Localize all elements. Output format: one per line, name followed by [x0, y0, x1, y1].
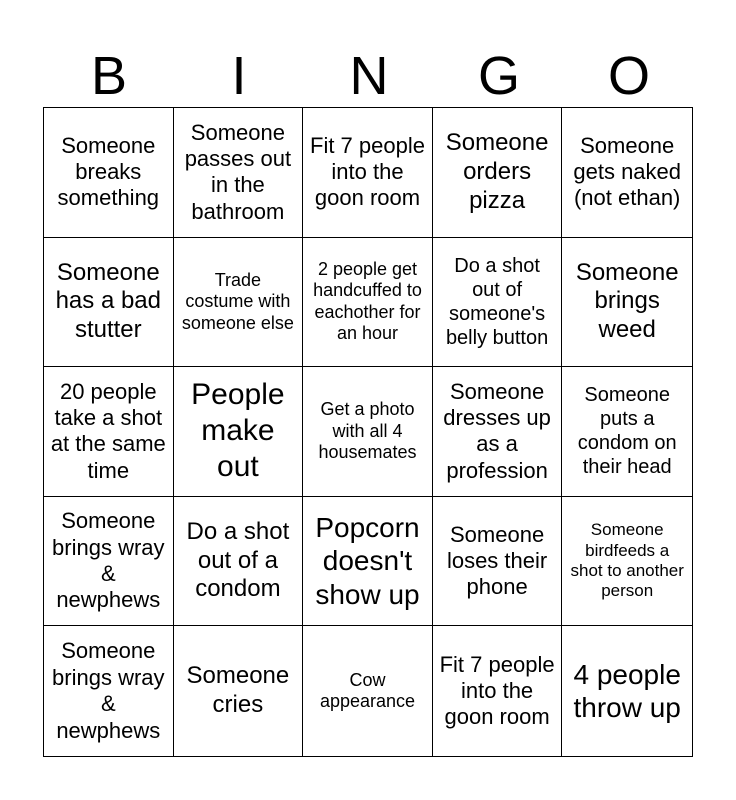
bingo-cell-r2c2[interactable]: Trade costume with someone else: [174, 238, 304, 368]
bingo-cell-r1c1[interactable]: Someone breaks something: [44, 108, 174, 238]
bingo-cell-r5c5[interactable]: 4 people throw up: [573, 658, 681, 724]
bingo-cell-r1c4[interactable]: Someone orders pizza: [433, 108, 563, 238]
bingo-cell-r4c4[interactable]: Someone loses their phone: [433, 497, 563, 627]
bingo-cell-r5c4[interactable]: Fit 7 people into the goon room: [433, 626, 563, 756]
bingo-cell-r2c1[interactable]: Someone has a bad stutter: [44, 238, 174, 368]
header-letter-i: I: [231, 46, 247, 106]
header-letter-o: O: [607, 46, 650, 106]
bingo-cell-r4c5[interactable]: Someone birdfeeds a shot to another person: [562, 497, 692, 627]
bingo-cell-r2c4[interactable]: Do a shot out of someone's belly button: [433, 238, 563, 368]
bingo-cell-r4c1[interactable]: Someone brings wray & newphews: [44, 497, 174, 627]
bingo-cell-r3c5[interactable]: Someone puts a condom on their head: [562, 367, 692, 497]
bingo-cell-r5c2[interactable]: Someone cries: [174, 626, 304, 756]
bingo-cell-r3c2[interactable]: People make out: [174, 367, 304, 497]
bingo-board: [43, 107, 693, 757]
bingo-cell-r4c2[interactable]: Do a shot out of a condom: [174, 497, 304, 627]
header-letter-n: N: [349, 46, 389, 106]
bingo-cell-r3c1[interactable]: 20 people take a shot at the same time: [44, 367, 174, 497]
bingo-cell-r3c4[interactable]: Someone dresses up as a profession: [433, 367, 563, 497]
bingo-cell-r1c3[interactable]: Fit 7 people into the goon room: [303, 108, 433, 238]
bingo-cell-r1c5[interactable]: Someone gets naked (not ethan): [562, 108, 692, 238]
bingo-cell-r2c5[interactable]: Someone brings weed: [562, 238, 692, 368]
header-letter-g: G: [477, 46, 520, 106]
bingo-cell-r3c3[interactable]: Get a photo with all 4 housemates: [303, 367, 433, 497]
bingo-cell-r4c3[interactable]: Popcorn doesn't show up: [303, 497, 433, 627]
bingo-cell-r5c3[interactable]: Cow appearance: [303, 626, 433, 756]
bingo-header: [44, 46, 694, 106]
header-letter-b: B: [90, 46, 128, 106]
bingo-cell-r2c3[interactable]: 2 people get handcuffed to eachother for an hour: [303, 238, 433, 368]
bingo-cell-r1c2[interactable]: Someone passes out in the bathroom: [174, 108, 304, 238]
bingo-cell-r5c1[interactable]: Someone brings wray & newphews: [44, 626, 174, 756]
